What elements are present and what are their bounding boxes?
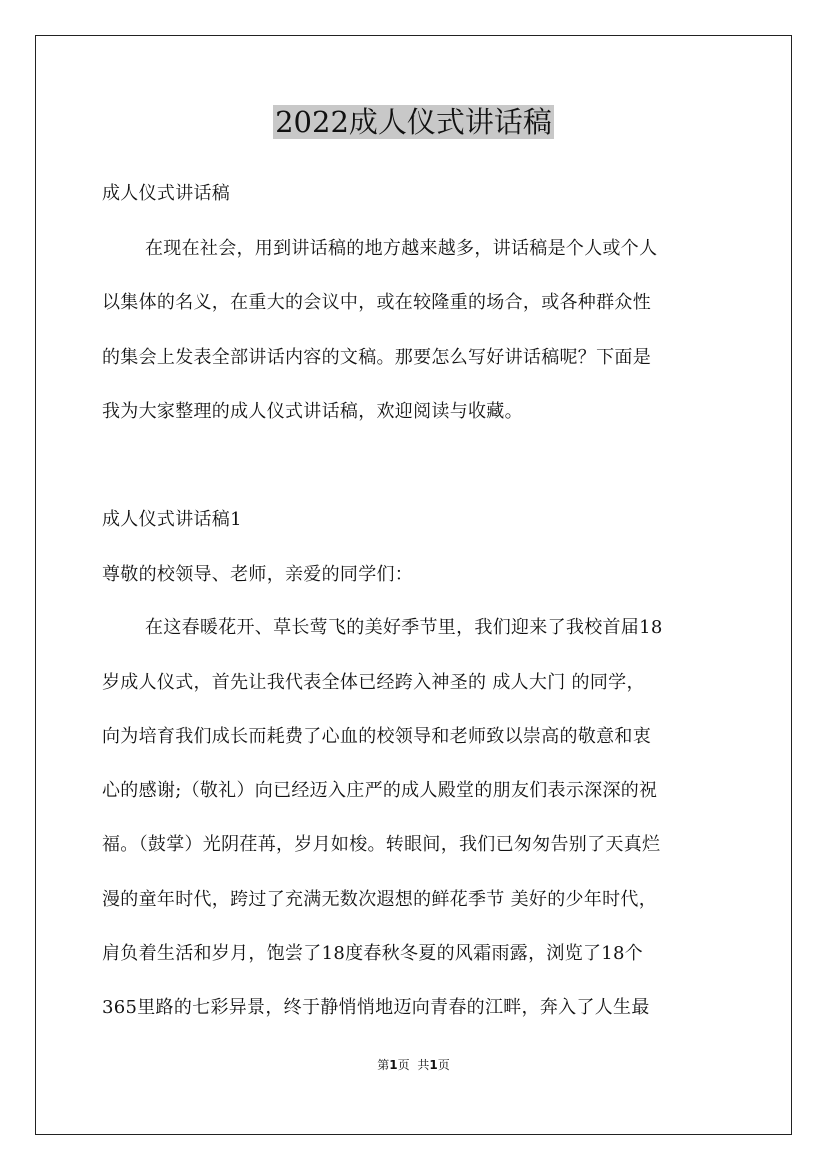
section-heading: 成人仪式讲话稿1 [102,509,242,530]
salutation: 尊敬的校领导、老师，亲爱的同学们： [102,564,414,585]
total-pages: 1 [429,1058,438,1072]
document-subtitle: 成人仪式讲话稿 [102,183,231,204]
page-suffix: 页 [397,1058,410,1072]
body-line: 福。（鼓掌）光阴荏苒，岁月如梭。转眼间，我们已匆匆告别了天真烂 [102,834,661,855]
intro-line: 我为大家整理的成人仪式讲话稿，欢迎阅读与收藏。 [102,401,523,422]
intro-line: 的集会上发表全部讲话内容的文稿。那要怎么写好讲话稿呢？下面是 [102,347,651,368]
page-footer [0,1057,827,1073]
body-line: 漫的童年时代，跨过了充满无数次遐想的鲜花季节 美好的少年时代， [102,889,658,910]
body-line: 岁成人仪式，首先让我代表全体已经跨入神圣的 成人大门 的同学， [102,672,645,693]
document-title [0,100,827,144]
page-number: 1 [389,1058,398,1072]
intro-line: 在现在社会，用到讲话稿的地方越来越多，讲话稿是个人或个人 [145,238,658,259]
body-line: 365里路的七彩异景，终于静悄悄地迈向青春的江畔，奔入了人生最 [102,997,650,1018]
body-line: 向为培育我们成长而耗费了心血的校领导和老师致以崇高的敬意和衷 [102,726,651,747]
body-line: 心的感谢;（敬礼）向已经迈入庄严的成人殿堂的朋友们表示深深的祝 [102,780,658,801]
total-suffix: 页 [437,1058,450,1072]
body-line: 肩负着生活和岁月，饱尝了18度春秋冬夏的风霜雨露，浏览了18个 [102,943,644,964]
document-title-text: 2022成人仪式讲话稿 [275,105,552,139]
page-prefix: 第 [377,1058,390,1072]
total-prefix: 共 [417,1058,430,1072]
body-line: 在这春暖花开、草长莺飞的美好季节里，我们迎来了我校首届18 [145,617,663,638]
intro-line: 以集体的名义，在重大的会议中，或在较隆重的场合，或各种群众性 [102,292,651,313]
